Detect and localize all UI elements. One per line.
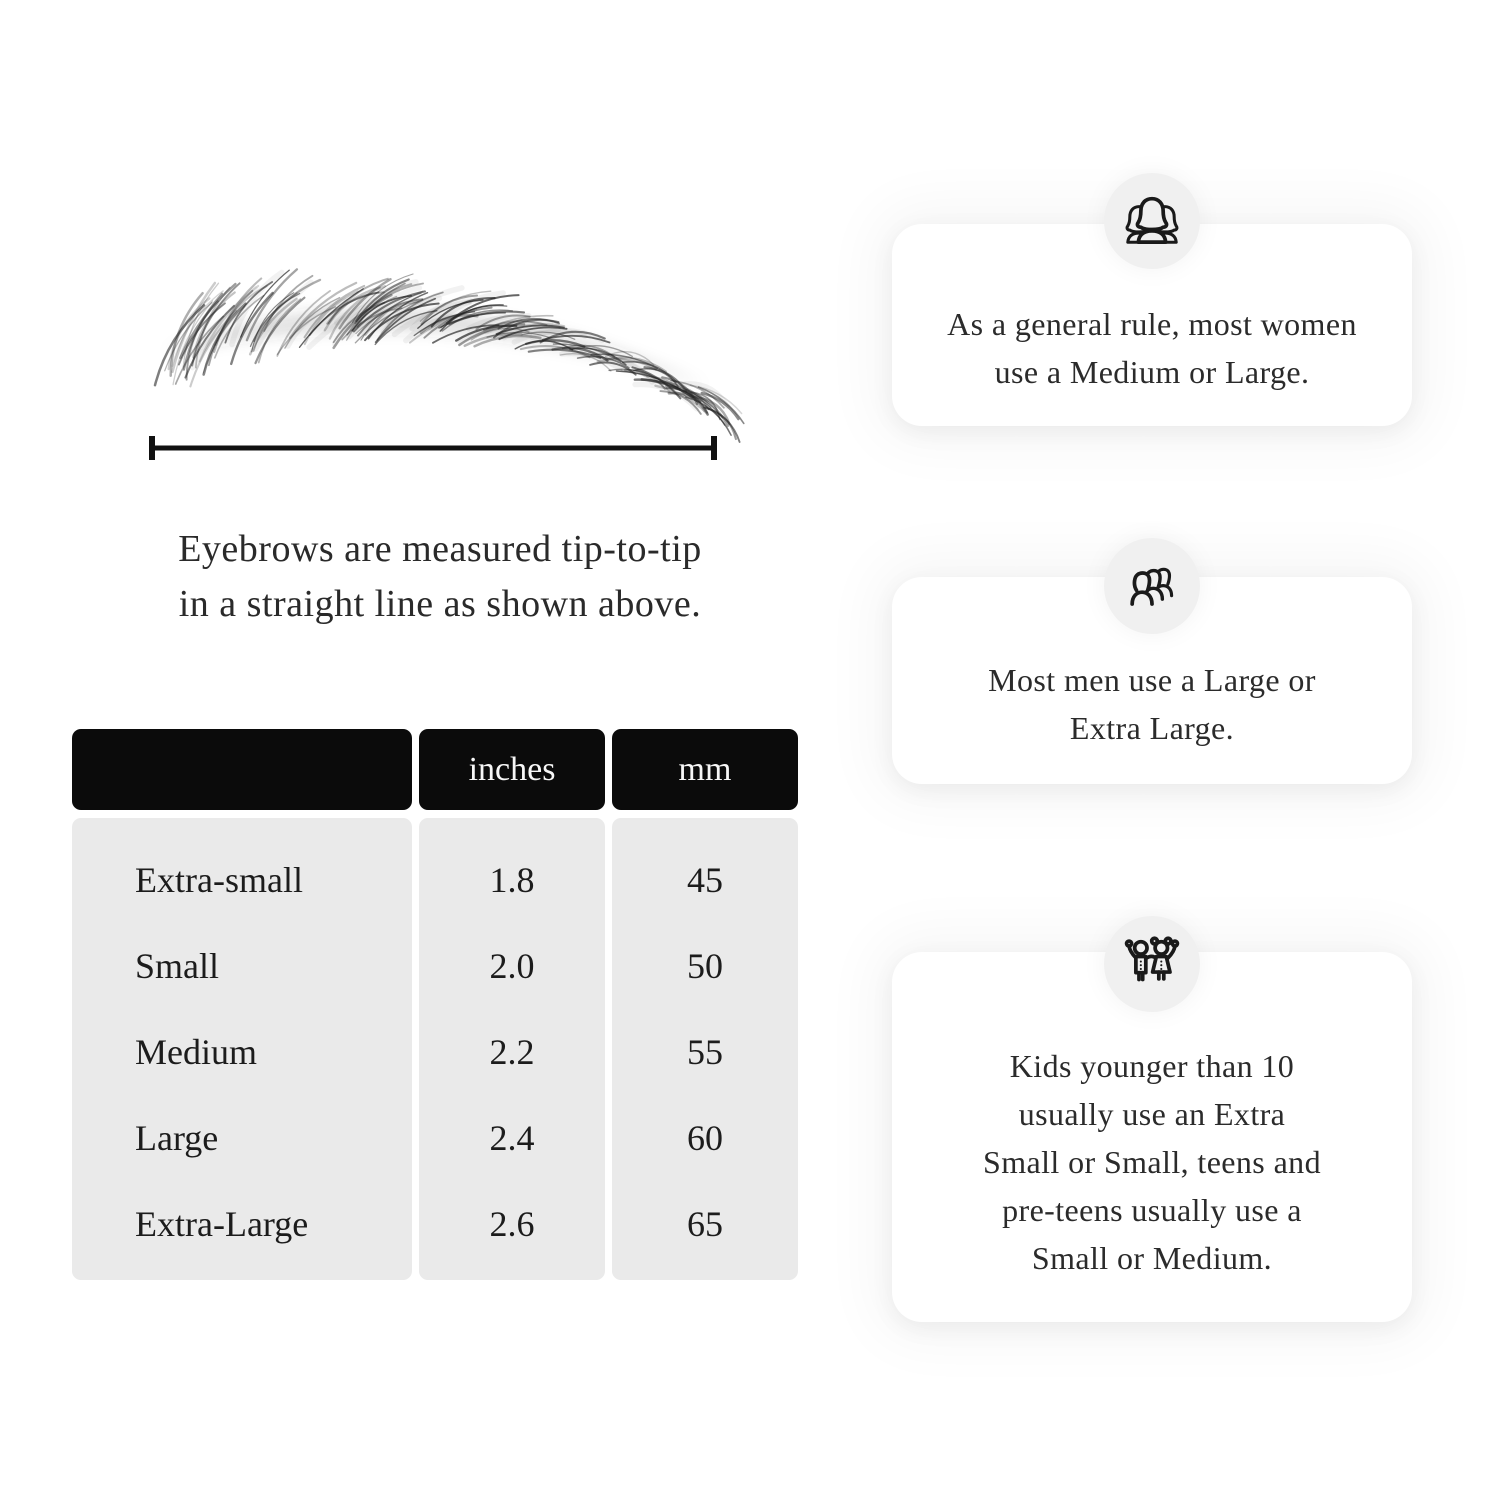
women-group-icon	[1104, 173, 1200, 269]
inches-value: 2.2	[489, 1032, 535, 1072]
info-card-kids-text	[983, 1042, 1321, 1282]
kids-icon	[1104, 916, 1200, 1012]
size-table-header-inches: inches	[419, 729, 605, 810]
card-text-line: Small or Medium.	[1031, 1240, 1273, 1276]
size-table-inches-body	[419, 818, 605, 1280]
mm-value: 45	[687, 860, 723, 900]
size-table-label-body	[72, 818, 412, 1280]
mm-value: 65	[687, 1204, 723, 1244]
size-label: Extra-small	[135, 860, 303, 900]
card-text-line: Extra Large.	[1069, 709, 1235, 746]
card-text-line: As a general rule, most women	[947, 306, 1357, 342]
info-card-men-text	[988, 656, 1316, 752]
card-text-line: Most men use a Large or	[988, 661, 1316, 698]
inches-value: 2.6	[489, 1204, 535, 1244]
card-text-line: Kids younger than 10	[1009, 1048, 1295, 1084]
inches-value: 2.0	[489, 946, 535, 986]
card-text-line: use a Medium or Large.	[994, 354, 1310, 390]
size-table-mm-body	[612, 818, 798, 1280]
men-group-icon	[1104, 538, 1200, 634]
info-card-women-text	[947, 300, 1357, 396]
card-text-line: pre-teens usually use a	[1002, 1192, 1302, 1228]
size-table-label-column	[72, 729, 412, 1280]
mm-value: 50	[687, 946, 723, 986]
eyebrow-illustration	[110, 238, 750, 448]
size-table-header-blank	[72, 729, 412, 810]
card-text-line: Small or Small, teens and	[983, 1144, 1321, 1180]
inches-value: 1.8	[489, 860, 535, 900]
measurement-line	[148, 434, 718, 462]
size-table-mm-column	[612, 729, 798, 1280]
measurement-caption	[120, 522, 760, 632]
mm-value: 55	[687, 1032, 723, 1072]
caption-line: in a straight line as shown above.	[178, 583, 702, 625]
mm-value: 60	[687, 1118, 723, 1158]
size-table-inches-column	[419, 729, 605, 1280]
size-label: Large	[135, 1118, 219, 1158]
size-table-header-mm: mm	[612, 729, 798, 810]
size-label: Medium	[135, 1032, 257, 1072]
card-text-line: usually use an Extra	[1018, 1096, 1286, 1132]
size-label: Extra-Large	[135, 1204, 309, 1244]
caption-line: Eyebrows are measured tip-to-tip	[178, 528, 702, 570]
inches-value: 2.4	[489, 1118, 535, 1158]
size-label: Small	[135, 946, 220, 986]
